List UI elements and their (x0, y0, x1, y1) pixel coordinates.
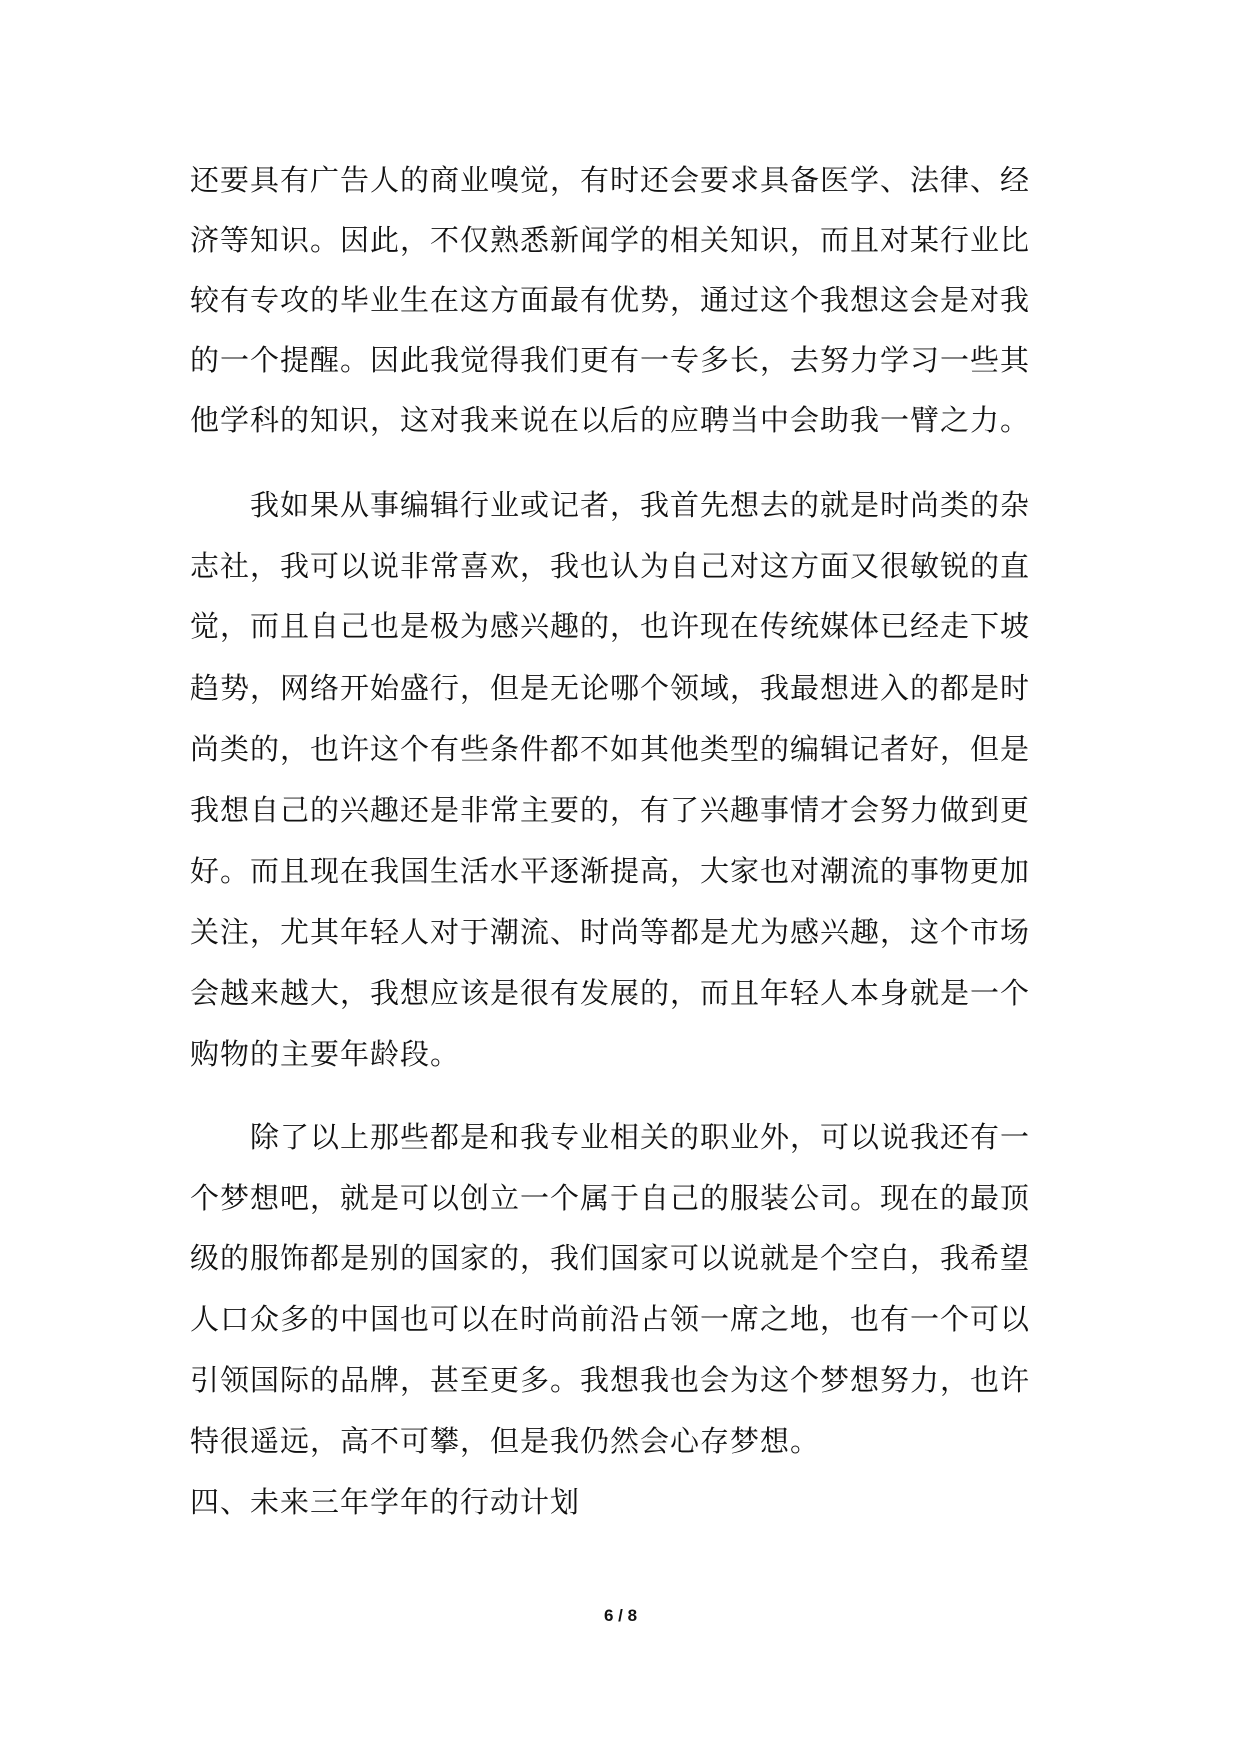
text-line: 尚类的，也许这个有些条件都不如其他类型的编辑记者好，但是 (190, 732, 1031, 766)
page-number: 6 / 8 (603, 1606, 638, 1625)
section-heading: 四、未来三年学年的行动计划 (190, 1485, 581, 1519)
text-line: 觉，而且自己也是极为感兴趣的，也许现在传统媒体已经走下坡 (190, 609, 1031, 643)
text-line: 特很遥远，高不可攀，但是我仍然会心存梦想。 (190, 1424, 821, 1458)
text-line: 人口众多的中国也可以在时尚前沿占领一席之地，也有一个可以 (190, 1302, 1031, 1336)
text-line: 志社，我可以说非常喜欢，我也认为自己对这方面又很敏锐的直 (190, 549, 1031, 583)
text-line: 购物的主要年龄段。 (190, 1037, 461, 1071)
text-line: 较有专攻的毕业生在这方面最有优势，通过这个我想这会是对我 (190, 283, 1031, 317)
text-line: 他学科的知识，这对我来说在以后的应聘当中会助我一臂之力。 (190, 403, 1031, 437)
text-line: 会越来越大，我想应该是很有发展的，而且年轻人本身就是一个 (190, 976, 1031, 1010)
text-line: 引领国际的品牌，甚至更多。我想我也会为这个梦想努力，也许 (190, 1363, 1031, 1397)
text-line: 我想自己的兴趣还是非常主要的，有了兴趣事情才会努力做到更 (190, 793, 1031, 827)
text-line: 济等知识。因此，不仅熟悉新闻学的相关知识，而且对某行业比 (190, 223, 1031, 257)
text-line: 个梦想吧，就是可以创立一个属于自己的服装公司。现在的最顶 (190, 1181, 1031, 1215)
text-line: 还要具有广告人的商业嗅觉，有时还会要求具备医学、法律、经 (190, 163, 1031, 197)
paragraph-start-line: 我如果从事编辑行业或记者，我首先想去的就是时尚类的杂 (250, 488, 1031, 522)
text-line: 级的服饰都是别的国家的，我们国家可以说就是个空白，我希望 (190, 1241, 1031, 1275)
paragraph-start-line: 除了以上那些都是和我专业相关的职业外，可以说我还有一 (250, 1120, 1031, 1154)
text-line: 的一个提醒。因此我觉得我们更有一专多长，去努力学习一些其 (190, 343, 1031, 377)
text-line: 趋势，网络开始盛行，但是无论哪个领域，我最想进入的都是时 (190, 671, 1031, 705)
text-line: 好。而且现在我国生活水平逐渐提高，大家也对潮流的事物更加 (190, 854, 1031, 888)
text-line: 关注，尤其年轻人对于潮流、时尚等都是尤为感兴趣，这个市场 (190, 915, 1031, 949)
